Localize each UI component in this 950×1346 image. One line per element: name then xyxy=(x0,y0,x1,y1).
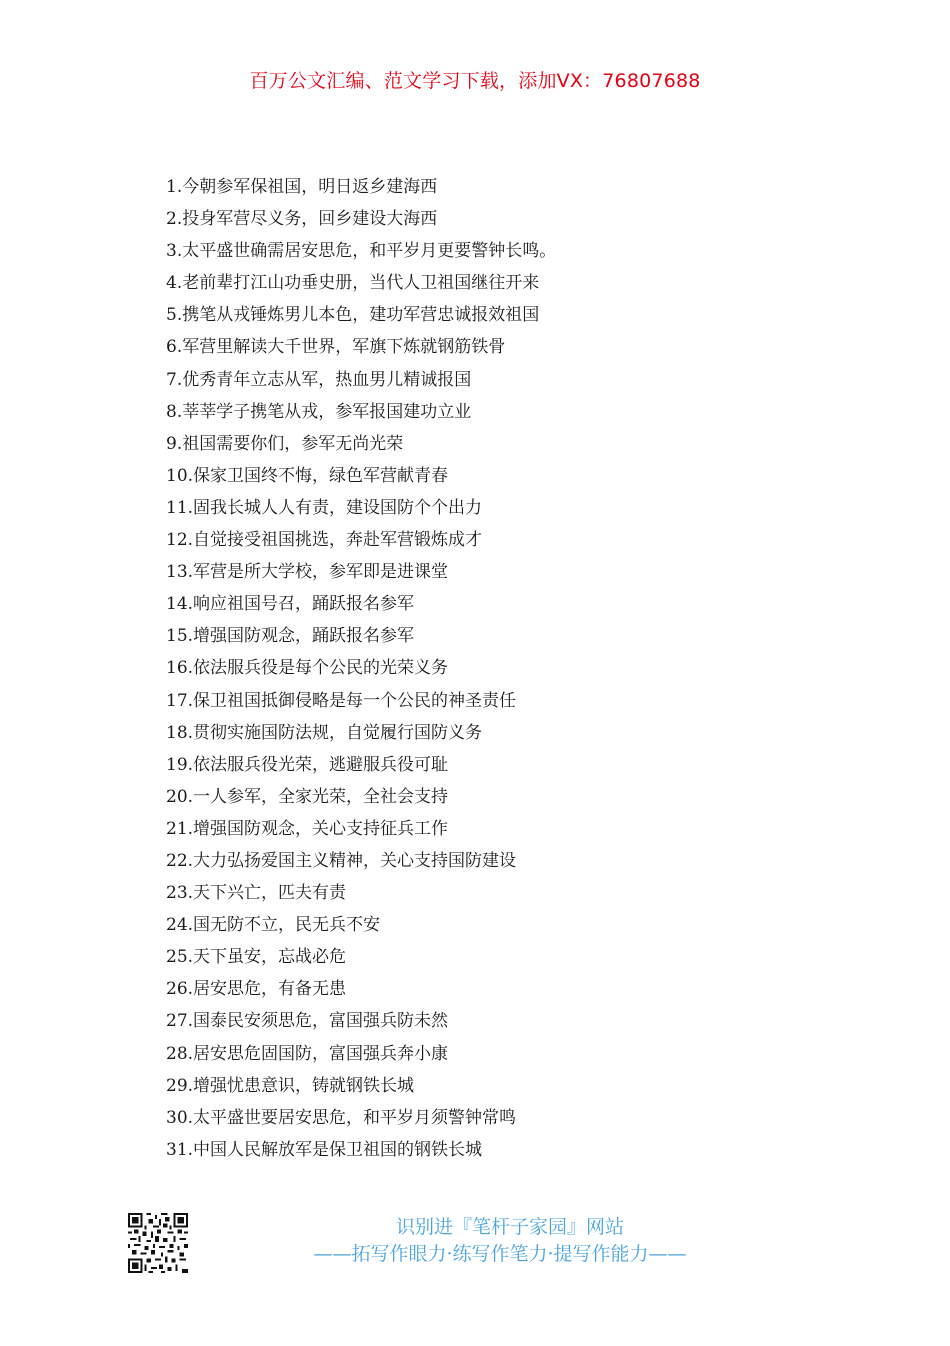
footer-site-link[interactable]: 识别进『笔杆子家园』网站 xyxy=(395,1216,624,1238)
list-item: 26.居安思危，有备无患 xyxy=(166,979,347,1000)
list-item: 2.投身军营尽义务，回乡建设大海西 xyxy=(166,209,438,230)
list-item: 21.增强国防观念，关心支持征兵工作 xyxy=(166,818,449,839)
list-item: 29.增强忧患意识，铸就钢铁长城 xyxy=(166,1075,415,1096)
list-item: 28.居安思危固国防，富国强兵奔小康 xyxy=(166,1043,449,1064)
list-item: 20.一人参军，全家光荣，全社会支持 xyxy=(166,786,449,807)
list-item: 7.优秀青年立志从军，热血男儿精诚报国 xyxy=(166,369,472,390)
list-item: 27.国泰民安须思危，富国强兵防未然 xyxy=(166,1011,449,1032)
list-item: 19.依法服兵役光荣，逃避服兵役可耻 xyxy=(166,754,449,775)
list-item: 8.莘莘学子携笔从戎，参军报国建功立业 xyxy=(166,401,472,422)
list-item: 23.天下兴亡，匹夫有责 xyxy=(166,883,347,904)
list-item: 14.响应祖国号召，踊跃报名参军 xyxy=(166,594,415,615)
footer-motto: ——拓写作眼力·练写作笔力·提写作能力—— xyxy=(313,1243,687,1265)
qr-code-icon xyxy=(128,1213,188,1273)
list-item: 13.军营是所大学校，参军即是进课堂 xyxy=(166,562,449,583)
list-item: 30.太平盛世要居安思危，和平岁月须警钟常鸣 xyxy=(166,1107,517,1128)
list-item: 12.自觉接受祖国挑选，奔赴军营锻炼成才 xyxy=(166,530,483,551)
list-item: 16.依法服兵役是每个公民的光荣义务 xyxy=(166,658,449,679)
list-item: 9.祖国需要你们，参军无尚光荣 xyxy=(166,433,404,454)
list-item: 4.老前辈打江山功垂史册，当代人卫祖国继往开来 xyxy=(166,273,540,294)
list-item: 3.太平盛世确需居安思危，和平岁月更要警钟长鸣。 xyxy=(166,241,557,262)
header-banner: 百万公文汇编、范文学习下载，添加VX：76807688 xyxy=(249,70,701,92)
list-item: 24.国无防不立，民无兵不安 xyxy=(166,915,381,936)
list-item: 1.今朝参军保祖国，明日返乡建海西 xyxy=(166,177,438,197)
list-item: 15.增强国防观念，踊跃报名参军 xyxy=(166,626,415,647)
slogan-list xyxy=(166,171,806,1166)
list-item: 6.军营里解读大千世界，军旗下炼就钢筋铁骨 xyxy=(166,337,506,358)
list-item: 11.固我长城人人有责，建设国防个个出力 xyxy=(166,497,483,518)
list-item: 17.保卫祖国抵御侵略是每一个公民的神圣责任 xyxy=(166,690,517,711)
list-item: 31.中国人民解放军是保卫祖国的钢铁长城 xyxy=(166,1139,483,1160)
list-item: 18.贯彻实施国防法规，自觉履行国防义务 xyxy=(166,722,483,743)
list-item: 25.天下虽安，忘战必危 xyxy=(166,947,347,968)
list-item: 5.携笔从戎锤炼男儿本色，建功军营忠诚报效祖国 xyxy=(166,305,540,326)
list-item: 10.保家卫国终不悔，绿色军营献青春 xyxy=(166,465,449,486)
list-item: 22.大力弘扬爱国主义精神，关心支持国防建设 xyxy=(166,850,517,871)
